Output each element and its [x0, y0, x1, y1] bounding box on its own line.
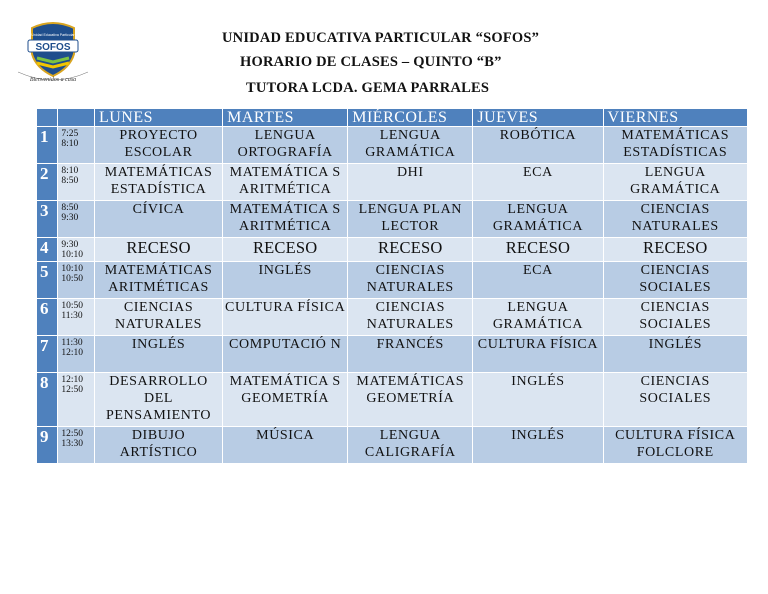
period-end: 9:30	[61, 213, 79, 223]
period-start: 8:10	[61, 166, 79, 176]
period-number: 6	[37, 299, 58, 336]
logo-small-text: Unidad Educativa Particular	[31, 33, 75, 37]
period-time	[58, 427, 95, 464]
subject-cell: MATEMÁTICA S GEOMETRÍA	[223, 373, 348, 427]
recess-cell: RECESO	[223, 238, 348, 262]
subject-cell: ECA	[473, 164, 603, 201]
subject-cell: MÚSICA	[223, 427, 348, 464]
subject-cell: DESARROLLO DEL PENSAMIENTO	[94, 373, 222, 427]
recess-cell: RECESO	[473, 238, 603, 262]
subject-cell: CIENCIAS NATURALES	[94, 299, 222, 336]
subject-cell: INGLÉS	[603, 336, 747, 373]
period-end: 13:30	[61, 439, 83, 449]
subject-cell: COMPUTACIÓ N	[223, 336, 348, 373]
period-start: 10:10	[61, 264, 83, 274]
period-time	[58, 299, 95, 336]
table-row	[37, 262, 748, 299]
corner-cell	[37, 109, 58, 127]
table-row	[37, 127, 748, 164]
subject-cell: INGLÉS	[473, 427, 603, 464]
subject-cell: LENGUA GRAMÁTICA	[348, 127, 473, 164]
subject-cell: CIENCIAS SOCIALES	[603, 373, 747, 427]
period-number: 3	[37, 201, 58, 238]
schedule-title: HORARIO DE CLASES – QUINTO “B”	[240, 54, 502, 70]
table-row	[37, 427, 748, 464]
subject-cell: LENGUA GRAMÁTICA	[473, 299, 603, 336]
recess-cell: RECESO	[94, 238, 222, 262]
subject-cell: ECA	[473, 262, 603, 299]
subject-cell: CULTURA FÍSICA FOLCLORE	[603, 427, 747, 464]
corner-cell	[58, 109, 95, 127]
period-time	[58, 262, 95, 299]
subject-cell: MATEMÁTICA S ARITMÉTICA	[223, 201, 348, 238]
subject-cell: LENGUA GRAMÁTICA	[473, 201, 603, 238]
subject-cell: MATEMÁTICA S ARITMÉTICA	[223, 164, 348, 201]
day-header: LUNES	[94, 109, 222, 127]
period-time	[58, 336, 95, 373]
subject-cell: CIENCIAS NATURALES	[348, 299, 473, 336]
period-end: 12:10	[61, 348, 83, 358]
subject-cell: INGLÉS	[223, 262, 348, 299]
period-time	[58, 201, 95, 238]
subject-cell: INGLÉS	[94, 336, 222, 373]
subject-cell: ROBÓTICA	[473, 127, 603, 164]
subject-cell: DHI	[348, 164, 473, 201]
subject-cell: CULTURA FÍSICA	[223, 299, 348, 336]
subject-cell: DIBUJO ARTÍSTICO	[94, 427, 222, 464]
period-end: 8:50	[61, 176, 79, 186]
period-time	[58, 127, 95, 164]
subject-cell: INGLÉS	[473, 373, 603, 427]
table-row	[37, 238, 748, 262]
period-start: 7:25	[61, 129, 79, 139]
period-number: 2	[37, 164, 58, 201]
day-header: VIERNES	[603, 109, 747, 127]
period-time	[58, 164, 95, 201]
subject-cell: MATEMÁTICAS ESTADÍSTICAS	[603, 127, 747, 164]
subject-cell: MATEMÁTICAS ESTADÍSTICA	[94, 164, 222, 201]
period-start: 12:50	[61, 429, 83, 439]
table-row	[37, 164, 748, 201]
period-number: 1	[37, 127, 58, 164]
subject-cell: CULTURA FÍSICA	[473, 336, 603, 373]
table-header-row	[37, 109, 748, 127]
subject-cell: CIENCIAS NATURALES	[348, 262, 473, 299]
logo-motto: Bienvenidos a casa	[29, 77, 77, 83]
period-end: 11:30	[61, 311, 83, 321]
school-title: UNIDAD EDUCATIVA PARTICULAR “SOFOS”	[222, 30, 540, 46]
period-end: 10:50	[61, 274, 83, 284]
subject-cell: CÍVICA	[94, 201, 222, 238]
period-start: 12:10	[61, 375, 83, 385]
subject-cell: CIENCIAS NATURALES	[603, 201, 747, 238]
subject-cell: CIENCIAS SOCIALES	[603, 299, 747, 336]
subject-cell: LENGUA GRAMÁTICA	[603, 164, 747, 201]
period-time	[58, 238, 95, 262]
table-row	[37, 336, 748, 373]
tutor-line: TUTORA LCDA. GEMA PARRALES	[246, 80, 490, 96]
class-schedule-table	[36, 108, 748, 464]
period-number: 8	[37, 373, 58, 427]
period-number: 4	[37, 238, 58, 262]
table-row	[37, 201, 748, 238]
subject-cell: PROYECTO ESCOLAR	[94, 127, 222, 164]
period-start: 8:50	[61, 203, 79, 213]
table-row	[37, 373, 748, 427]
day-header: JUEVES	[473, 109, 603, 127]
period-end: 8:10	[61, 139, 79, 149]
logo-name: SOFOS	[35, 42, 71, 53]
day-header: MARTES	[223, 109, 348, 127]
period-number: 9	[37, 427, 58, 464]
period-start: 11:30	[61, 338, 83, 348]
subject-cell: CIENCIAS SOCIALES	[603, 262, 747, 299]
school-crest-logo	[10, 20, 96, 90]
table-row	[37, 299, 748, 336]
period-start: 10:50	[61, 301, 83, 311]
period-number: 5	[37, 262, 58, 299]
subject-cell: MATEMÁTICAS ARITMÉTICAS	[94, 262, 222, 299]
period-number: 7	[37, 336, 58, 373]
subject-cell: FRANCÉS	[348, 336, 473, 373]
period-end: 10:10	[61, 250, 83, 260]
subject-cell: LENGUA PLAN LECTOR	[348, 201, 473, 238]
subject-cell: MATEMÁTICAS GEOMETRÍA	[348, 373, 473, 427]
subject-cell: LENGUA ORTOGRAFÍA	[223, 127, 348, 164]
day-header: MIÉRCOLES	[348, 109, 473, 127]
period-start: 9:30	[61, 240, 79, 250]
period-end: 12:50	[61, 385, 83, 395]
subject-cell: LENGUA CALIGRAFÍA	[348, 427, 473, 464]
recess-cell: RECESO	[603, 238, 747, 262]
recess-cell: RECESO	[348, 238, 473, 262]
period-time	[58, 373, 95, 427]
